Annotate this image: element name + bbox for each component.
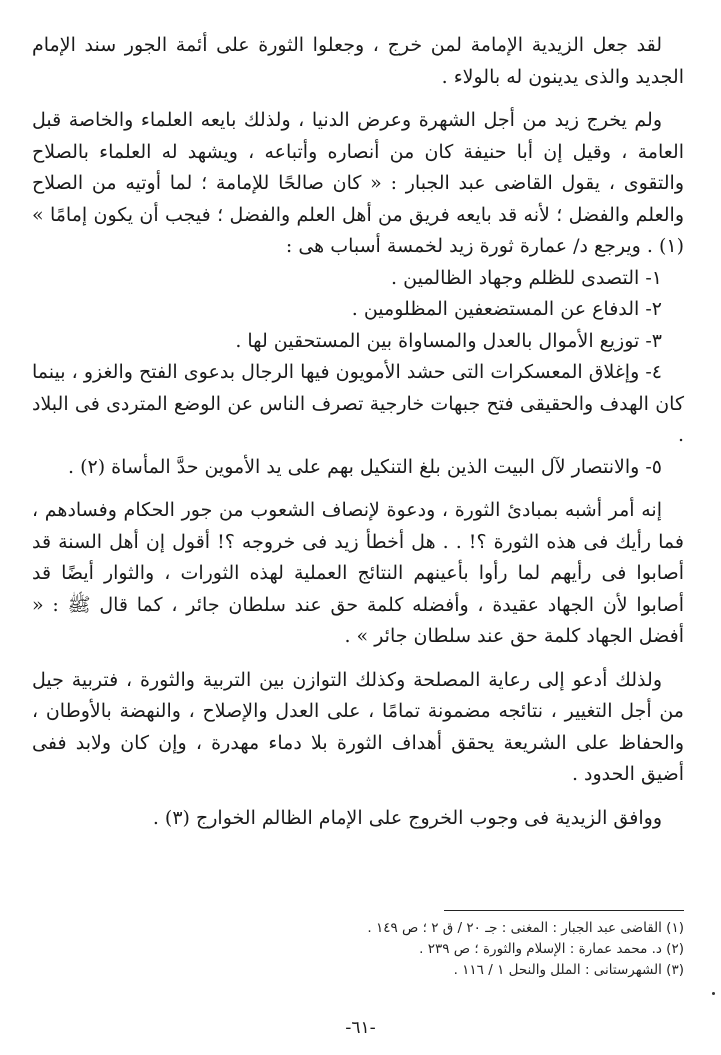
list-item-5: ٥- والانتصار لآل البيت الذين بلغ التنكيل بهم على يد الأموين حدَّ المأساة (٢) . (68, 455, 662, 478)
paragraph-4: ولذلك أدعو إلى رعاية المصلحة وكذلك التوازن بين التربية والثورة ، فتربية جيل من أجل التغيير ، نتائجه مضمونة تمامًا ، على العدل والإصلاح ، والنهضة بالأوطان ، والحفاظ على الشريعة يحقق أهداف الثورة بلا دماء مهدرة ، وإن كان ولابد ففى أضيق الحدود . (32, 668, 684, 785)
scan-speck (712, 992, 715, 995)
footnotes (32, 918, 684, 981)
paragraph-1: لقد جعل الزيدية الإمامة لمن خرج ، وجعلوا الثورة على أئمة الجور سند الإمام الجديد والذى يدينون له بالولاء . (32, 34, 684, 88)
paragraph-3: إنه أمر أشبه بمبادئ الثورة ، ودعوة لإنصاف الشعوب من جور الحكام وفسادهم ، فما رأيك فى هذه الثورة ؟! . . هل أخطأ زيد فى خروجه ؟! أقول إن أهل السنة قد أصابوا فى رأيهم لما رأوا بأعينهم النتائج العملية لهذه الثورات ، والثوار أيضًا قد أصابوا لأن الجهاد عقيدة ، وأفضله كلمة حق عند سلطان جائر ، كما قال ﷺ : « أفضل الجهاد كلمة حق عند سلطان جائر » . (32, 499, 684, 647)
list-item-3: ٣- توزيع الأموال بالعدل والمساواة بين المستحقين لها . (235, 329, 662, 352)
footnote-3: (٣) الشهرستانى : الملل والنحل ١ / ١١٦ . (453, 962, 684, 978)
footnote-1: (١) القاضى عبد الجبار : المغنى : جـ ٢٠ / ق ٢ ؛ ص ١٤٩ . (367, 920, 684, 936)
paragraph-5: ووافق الزيدية فى وجوب الخروج على الإمام الظالم الخوارج (٣) . (152, 806, 662, 829)
footnote-2: (٢) د. محمد عمارة : الإسلام والثورة ؛ ص ٢٣٩ . (419, 941, 684, 957)
list-item-4: ٤- وإغلاق المعسكرات التى حشد الأمويون فيها الرجال بدعوى الفتح والغزو ، بينما كان الهدف والحقيقى فتح جبهات خارجية تصرف الناس عن الوضع المتردى فى البلاد . (32, 361, 684, 446)
paragraph-2: ولم يخرج زيد من أجل الشهرة وعرض الدنيا ، ولذلك بايعه العلماء والخاصة قبل العامة ، وقيل إن أبا حنيفة كان من أنصاره وأتباعه ، ويشهد له العلماء بالصلاح والتقوى ، يقول القاضى عبد الجبار : « كان صالحًا للإمامة ؛ لما أوتيه من الصلاح والعلم والفضل ؛ لأنه قد بايعه فريق من أهل العلم والفضل ؛ فيجب أن يكون إمامًا » (١) . ويرجع د/ عمارة ثورة زيد لخمسة أسباب هى : (32, 109, 684, 257)
footnote-divider (444, 910, 684, 911)
page-number: -٦١- (345, 1018, 376, 1038)
list-item-2: ٢- الدفاع عن المستضعفين المظلومين . (351, 298, 662, 320)
list-item-1: ١- التصدى للظلم وجهاد الظالمين . (391, 266, 662, 289)
page-body (32, 30, 684, 846)
